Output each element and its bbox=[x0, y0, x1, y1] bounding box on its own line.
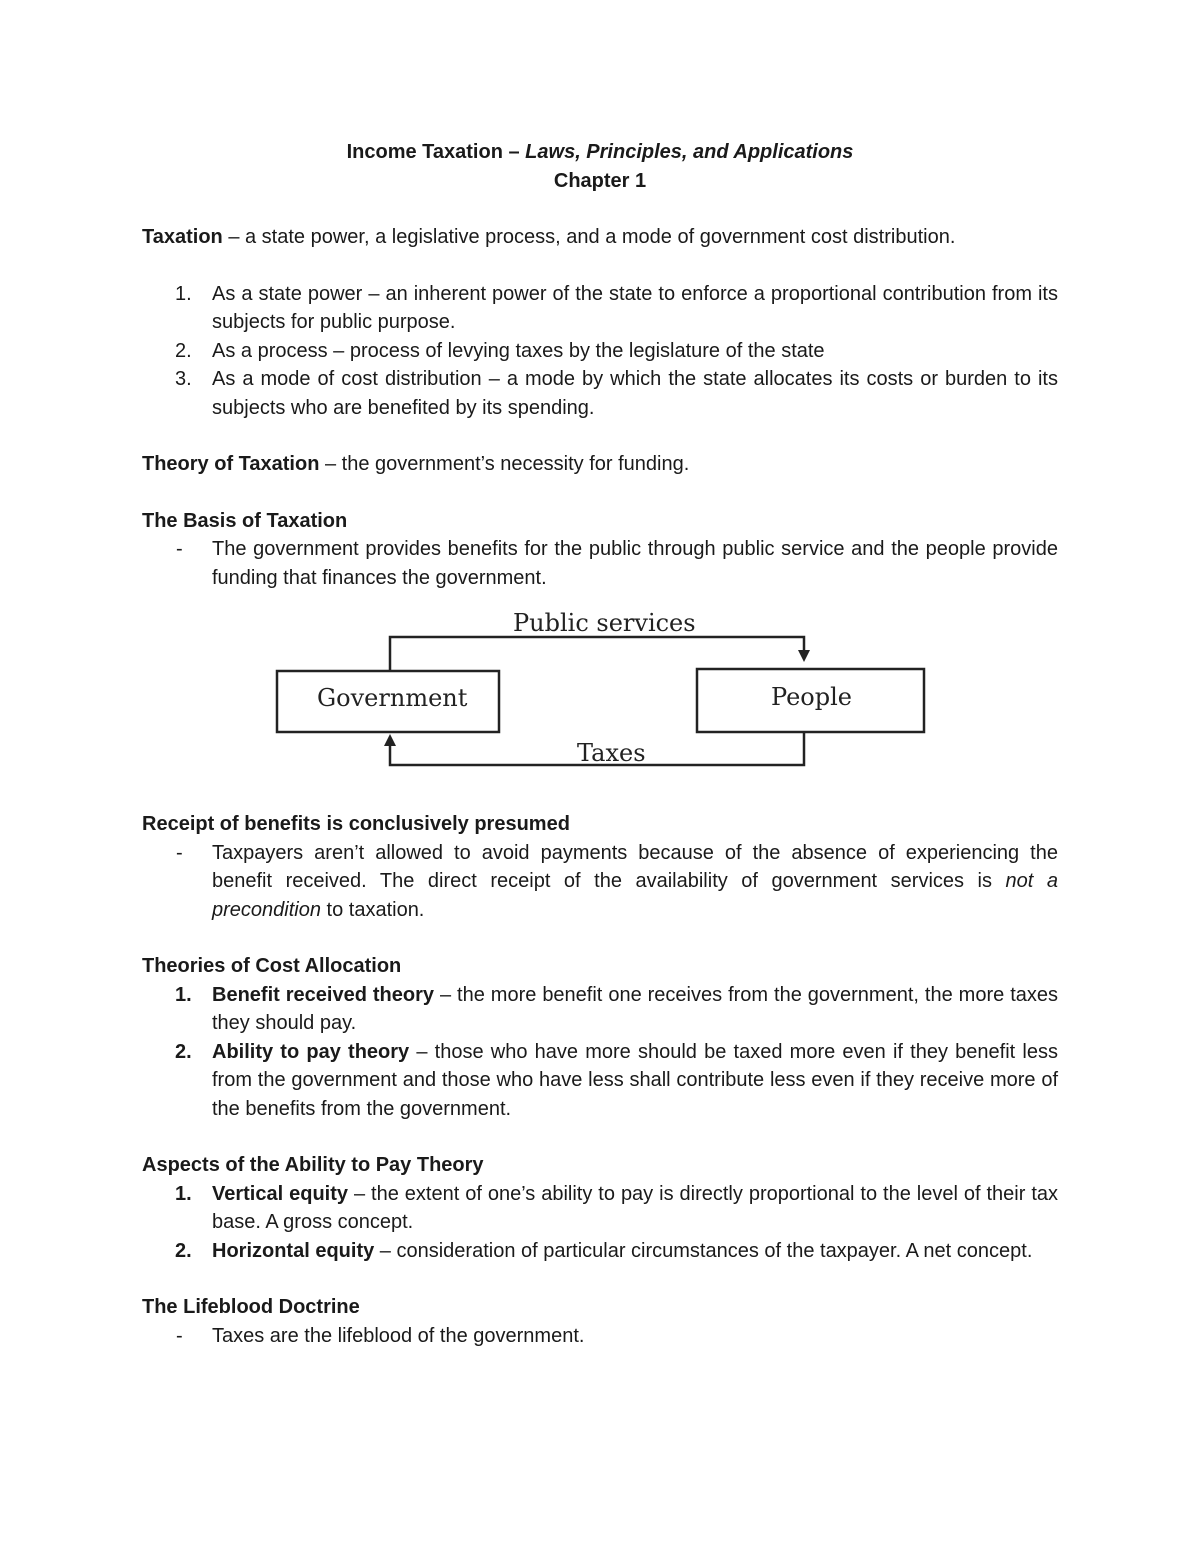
dash-marker: - bbox=[176, 841, 183, 864]
basis-heading: The Basis of Taxation bbox=[142, 509, 348, 532]
list-item-term: Benefit received theory bbox=[212, 983, 434, 1006]
list-item bbox=[142, 337, 1058, 366]
list-number: 2. bbox=[175, 1239, 192, 1262]
list-number: 3. bbox=[175, 368, 192, 390]
taxation-definition bbox=[142, 223, 1058, 252]
dash-marker: - bbox=[176, 538, 183, 560]
list-item-term: Ability to pay theory bbox=[212, 1040, 410, 1063]
list-item bbox=[142, 839, 1058, 925]
receipt-list bbox=[142, 839, 1058, 925]
theory-text: – the government’s necessity for funding. bbox=[319, 453, 690, 475]
cost-allocation-list bbox=[142, 981, 1058, 1124]
list-item-text: – consideration of particular circumstances of the taxpayer. A net concept. bbox=[374, 1239, 1033, 1262]
list-number: 1. bbox=[175, 983, 192, 1006]
dash-marker: - bbox=[176, 1324, 183, 1347]
list-item bbox=[142, 365, 1058, 422]
cost-allocation-heading: Theories of Cost Allocation bbox=[142, 955, 402, 977]
receipt-text-end: to taxation. bbox=[320, 898, 425, 921]
theory-term: Theory of Taxation bbox=[142, 453, 320, 475]
arrowhead-up-icon bbox=[384, 734, 396, 746]
list-item-text: – the more benefit one receives from the government, the more taxes they should pay. bbox=[212, 983, 1058, 1034]
list-item-term: Vertical equity bbox=[212, 1182, 349, 1205]
list-item bbox=[142, 1038, 1058, 1124]
lifeblood-list bbox=[142, 1322, 1058, 1351]
lifeblood-heading: The Lifeblood Doctrine bbox=[142, 1296, 360, 1318]
government-label: Government bbox=[317, 684, 468, 712]
aspects-list bbox=[142, 1180, 1058, 1266]
title-main: Income Taxation – bbox=[346, 141, 526, 163]
list-item-text: As a process – process of levying taxes by the legislature of the state bbox=[212, 339, 825, 362]
list-number: 2. bbox=[175, 339, 192, 362]
list-item-text: As a mode of cost distribution – a mode by which the state allocates its costs or burden to its subjects who are benefited by its spending. bbox=[212, 368, 1058, 419]
list-item-text: The government provides benefits for the public through public service and the people provide funding that finances the government. bbox=[212, 538, 1058, 589]
title-subtitle: Laws, Principles, and Applications bbox=[525, 141, 854, 163]
receipt-text: Taxpayers aren’t allowed to avoid payments because of the absence of experiencing the benefit received. The direct receipt of the availability of government services is bbox=[212, 841, 1058, 892]
list-item bbox=[142, 981, 1058, 1038]
document-title bbox=[142, 138, 1058, 167]
taxation-term: Taxation bbox=[142, 226, 223, 248]
tax-flow-diagram bbox=[142, 610, 1058, 790]
list-number: 1. bbox=[175, 282, 192, 305]
list-item bbox=[142, 1237, 1058, 1266]
receipt-emphasis: not a precondition bbox=[212, 870, 1058, 921]
taxation-aspects-list bbox=[142, 280, 1058, 423]
people-label: People bbox=[771, 683, 852, 711]
chapter-heading: Chapter 1 bbox=[553, 169, 647, 192]
public-services-label: Public services bbox=[513, 609, 696, 637]
list-item-term: Horizontal equity bbox=[212, 1239, 375, 1262]
aspects-heading: Aspects of the Ability to Pay Theory bbox=[142, 1154, 484, 1176]
list-number: 1. bbox=[175, 1182, 192, 1205]
taxes-label: Taxes bbox=[577, 739, 646, 767]
list-item-text: – those who have more should be taxed more even if they benefit less from the government and those who have less shall contribute less even if they receive more of the benefits from the government. bbox=[212, 1040, 1058, 1120]
taxation-text: – a state power, a legislative process, and a mode of government cost distribution. bbox=[222, 226, 956, 248]
receipt-heading: Receipt of benefits is conclusively presumed bbox=[142, 813, 570, 835]
list-item bbox=[142, 535, 1058, 592]
basis-list bbox=[142, 535, 1058, 592]
arrowhead-down-icon bbox=[798, 650, 810, 662]
list-item-text: Taxes are the lifeblood of the government. bbox=[212, 1324, 585, 1347]
document-page bbox=[142, 138, 1058, 1350]
list-number: 2. bbox=[175, 1040, 192, 1063]
list-item-text: – the extent of one’s ability to pay is directly proportional to the level of their tax base. A gross concept. bbox=[212, 1182, 1059, 1233]
list-item bbox=[142, 1180, 1058, 1237]
public-services-connector bbox=[390, 637, 804, 670]
list-item bbox=[142, 280, 1058, 337]
list-item-text: As a state power – an inherent power of the state to enforce a proportional contribution from its subjects for public purpose. bbox=[212, 282, 1058, 333]
theory-of-taxation bbox=[142, 450, 1058, 479]
list-item bbox=[142, 1322, 1058, 1351]
